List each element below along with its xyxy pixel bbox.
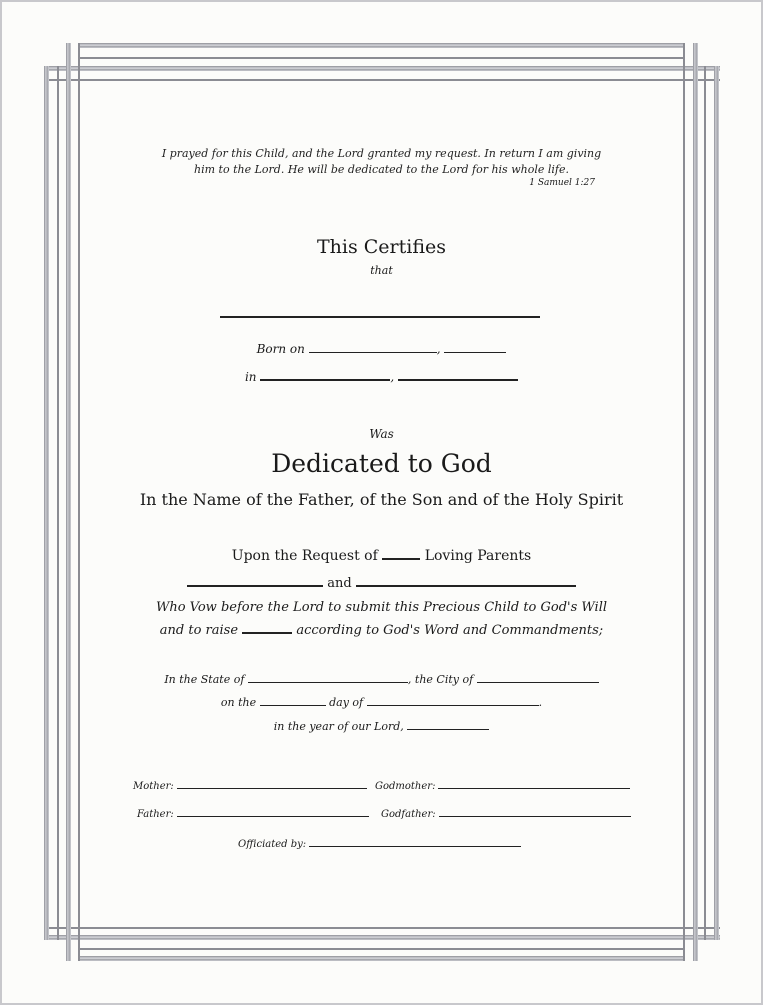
day-field[interactable] bbox=[260, 705, 326, 706]
certificate-title: This Certifies bbox=[316, 236, 447, 258]
father-field[interactable] bbox=[177, 816, 369, 817]
parent-names-row: and bbox=[0, 576, 763, 591]
officiant-field[interactable] bbox=[309, 846, 521, 847]
his-her-field[interactable] bbox=[382, 558, 420, 560]
birthplace-row: in , bbox=[0, 370, 763, 384]
birth-city-field[interactable] bbox=[260, 379, 390, 381]
mother-field[interactable] bbox=[177, 788, 367, 789]
birth-year-field[interactable] bbox=[444, 352, 506, 353]
verse-reference: 1 Samuel 1:27 bbox=[529, 178, 595, 188]
godmother-field[interactable] bbox=[438, 788, 630, 789]
verse-line-2: him to the Lord. He will be dedicated to the Lord for his whole life. bbox=[194, 163, 569, 176]
dedicated-to-god-title: Dedicated to God bbox=[271, 449, 492, 478]
godmother-signature-row: Godmother: bbox=[375, 781, 630, 792]
parents-request-row: Upon the Request of Loving Parents bbox=[231, 548, 532, 564]
in-label: in bbox=[244, 370, 257, 384]
scripture-verse bbox=[0, 146, 763, 178]
date-row: on the day of . bbox=[220, 696, 543, 709]
state-city-row: In the State of , the City of bbox=[0, 673, 763, 686]
birth-state-field[interactable] bbox=[398, 379, 518, 381]
was-label: Was bbox=[369, 427, 394, 441]
birth-date-field[interactable] bbox=[309, 352, 437, 353]
born-on-label: Born on bbox=[256, 342, 305, 356]
certificate-subtitle: that bbox=[370, 264, 393, 277]
vow-line-1: Who Vow before the Lord to submit this Precious Child to God's Will bbox=[155, 600, 608, 615]
trinity-line: In the Name of the Father, of the Son and of the Holy Spirit bbox=[139, 490, 624, 509]
year-row: in the year of our Lord, bbox=[0, 720, 763, 733]
city-field[interactable] bbox=[477, 682, 599, 683]
child-name-field[interactable] bbox=[220, 316, 540, 318]
state-field[interactable] bbox=[248, 682, 408, 683]
officiant-signature-row: Officiated by: bbox=[238, 839, 521, 850]
born-on-row: Born on , bbox=[0, 342, 763, 356]
parent-2-name-field[interactable] bbox=[356, 585, 576, 587]
father-signature-row: Father: bbox=[137, 809, 369, 820]
parent-1-name-field[interactable] bbox=[187, 585, 323, 587]
godfather-field[interactable] bbox=[439, 816, 631, 817]
him-her-field[interactable] bbox=[242, 632, 292, 634]
vow-line-2: and to raise according to God's Word and Commandments; bbox=[159, 623, 604, 638]
mother-signature-row: Mother: bbox=[133, 781, 367, 792]
godfather-signature-row: Godfather: bbox=[381, 809, 631, 820]
verse-line-1: I prayed for this Child, and the Lord granted my request. In return I am giving bbox=[161, 147, 602, 160]
month-field[interactable] bbox=[367, 705, 539, 706]
year-field[interactable] bbox=[407, 729, 489, 730]
